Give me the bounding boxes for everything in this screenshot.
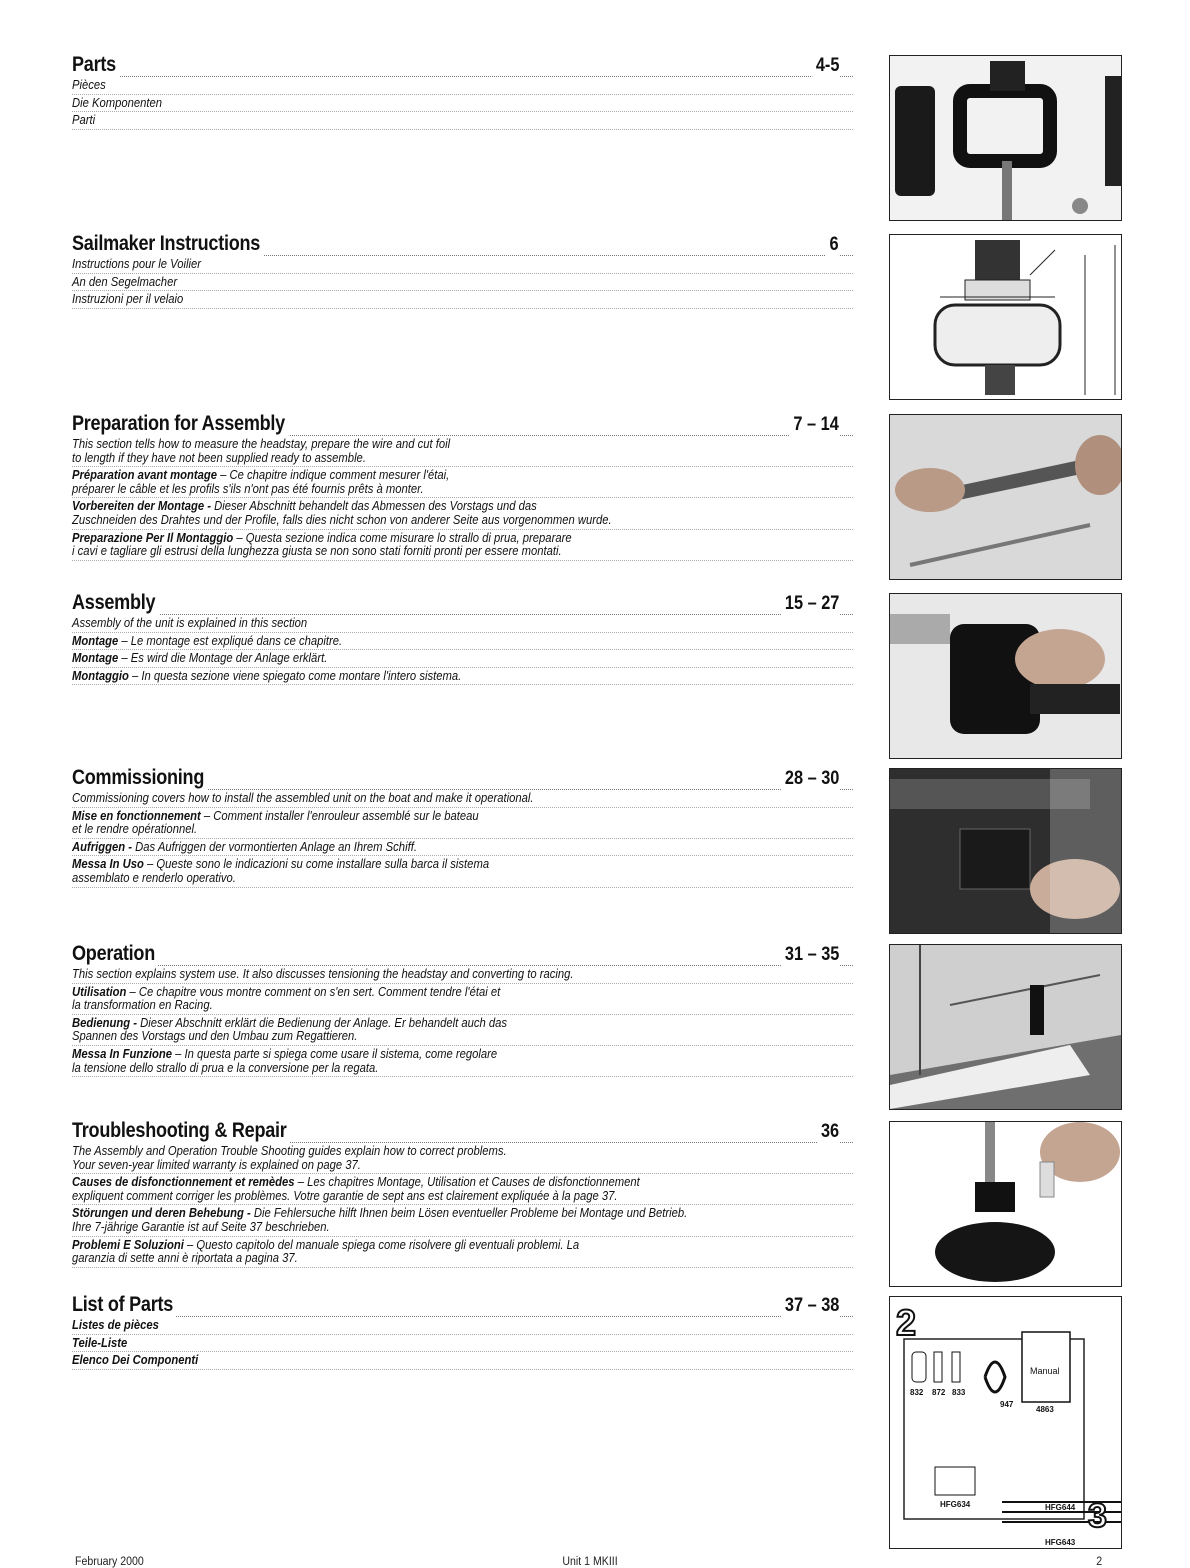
section-page-range: 15 – 27	[781, 593, 839, 615]
section-entry	[72, 95, 853, 113]
footer-unit: Unit 1 MKIII	[562, 1556, 618, 1568]
part-label-hfg643: HFG643	[1045, 1538, 1076, 1547]
entry-text: – Les chapitres Montage, Utilisation et Causes de disfonctionnement	[294, 1175, 640, 1190]
section-title: Troubleshooting & Repair	[72, 1119, 290, 1143]
section-header	[72, 411, 853, 436]
entry-text: – Le montage est expliqué dans ce chapitre.	[118, 633, 343, 648]
section-entry	[72, 633, 853, 651]
entry-language-heading: Teile-Liste	[72, 1335, 128, 1350]
section-page-range: 7 – 14	[790, 414, 839, 436]
section-page-range: 28 – 30	[781, 768, 839, 790]
toc-section-sailmaker	[72, 231, 853, 309]
section-entry	[72, 1237, 853, 1268]
section-entry	[72, 1174, 853, 1205]
section-title: Parts	[72, 53, 119, 77]
entry-text-continued: Ihre 7-jährige Garantie ist auf Seite 37 beschrieben.	[72, 1219, 330, 1234]
entry-language-heading: Störungen und deren Behebung -	[72, 1206, 251, 1221]
entry-text: Instruzioni per il velaio	[72, 292, 184, 307]
entry-language-heading: Préparation avant montage	[72, 468, 218, 483]
entry-text-continued: Your seven-year limited warranty is explained on page 37.	[72, 1157, 361, 1172]
section-entry	[72, 1335, 853, 1353]
section-entry	[72, 615, 853, 633]
section-title: List of Parts	[72, 1293, 176, 1317]
entry-text: Dieser Abschnitt erklärt die Bedienung der Anlage. Er behandelt auch das	[136, 1015, 508, 1030]
entry-text-continued: Spannen des Vorstags und den Umbau zum Regattieren.	[72, 1029, 358, 1044]
part-label-872: 872	[932, 1388, 946, 1397]
part-label-833: 833	[952, 1388, 966, 1397]
section-entry	[72, 668, 853, 686]
toc-section-troubleshooting	[72, 1118, 853, 1268]
section-entry	[72, 1205, 853, 1236]
photo-commissioning-thumbnail	[889, 768, 1122, 934]
entry-text: Assembly of the unit is explained in this section	[72, 616, 308, 630]
entry-text: – In questa sezione viene spiegato come montare l'intero sistema.	[128, 668, 462, 683]
entry-text-continued: Zuschneiden des Drahtes und der Profile, falls dies nicht schon von anderer Seite aus vorgenommen wurde.	[72, 512, 612, 527]
entry-text: – Ce chapitre vous montre comment on s'en sert. Comment tendre l'étai et	[126, 984, 501, 999]
section-entry	[72, 808, 853, 839]
section-title: Sailmaker Instructions	[72, 232, 263, 256]
section-entry	[72, 1143, 853, 1174]
entry-text: – Es wird die Montage der Anlage erklärt.	[118, 651, 328, 666]
section-header	[72, 1118, 853, 1143]
part-label-4863: 4863	[1036, 1405, 1054, 1414]
entry-language-heading: Montage	[72, 651, 119, 666]
entry-text: The Assembly and Operation Trouble Shooting guides explain how to correct problems.	[72, 1144, 507, 1158]
manual-label: Manual	[1030, 1366, 1060, 1376]
entry-text-continued: i cavi e tagliare gli estrusi della lunghezza giusta se non sono stati forniti pronti per essere montati.	[72, 544, 562, 559]
photo-preparation-thumbnail	[889, 414, 1122, 580]
illustration-list-of-parts-thumbnail	[889, 1296, 1122, 1549]
entry-text: An den Segelmacher	[72, 274, 178, 289]
entry-text-continued: la transformation en Racing.	[72, 998, 213, 1013]
section-entry	[72, 1317, 853, 1335]
section-entry	[72, 498, 853, 529]
section-header	[72, 765, 853, 790]
entry-language-heading: Preparazione Per Il Montaggio	[72, 530, 234, 545]
section-title: Assembly	[72, 591, 159, 615]
section-entry	[72, 790, 853, 808]
toc-section-list-of-parts	[72, 1292, 853, 1370]
entry-language-heading: Utilisation	[72, 984, 127, 999]
entry-language-heading: Messa In Uso	[72, 857, 144, 872]
section-header	[72, 52, 853, 77]
toc-section-assembly	[72, 590, 853, 685]
part-label-hfg634: HFG634	[940, 1500, 971, 1509]
part-label-947: 947	[1000, 1400, 1014, 1409]
section-entry	[72, 530, 853, 561]
entry-language-heading: Aufriggen -	[72, 839, 133, 854]
part-label-832: 832	[910, 1388, 924, 1397]
entry-text: This section tells how to measure the headstay, prepare the wire and cut foil	[72, 437, 451, 451]
section-entry	[72, 436, 853, 467]
part-label-hfg644: HFG644	[1045, 1503, 1076, 1512]
photo-assembly-thumbnail	[889, 593, 1122, 759]
entry-language-heading: Listes de pièces	[72, 1318, 159, 1332]
toc-section-commissioning	[72, 765, 853, 888]
section-header	[72, 941, 853, 966]
footer-page-number: 2	[1096, 1556, 1103, 1568]
entry-text: – Comment installer l'enrouleur assemblé sur le bateau	[200, 808, 479, 823]
footer-date: February 2000	[74, 1556, 144, 1568]
section-header	[72, 590, 853, 615]
section-entry	[72, 1352, 853, 1370]
entry-text: – Questa sezione indica come misurare lo strallo di prua, preparare	[233, 530, 572, 545]
section-title: Operation	[72, 942, 158, 966]
entry-text-continued: et le rendre opérationnel.	[72, 822, 198, 837]
entry-language-heading: Problemi E Soluzioni	[72, 1237, 184, 1252]
entry-text: – Ce chapitre indique comment mesurer l'étai,	[217, 468, 450, 483]
entry-text-continued: assemblato e renderlo operativo.	[72, 870, 236, 885]
entry-text: Das Aufriggen der vormontierten Anlage an Ihrem Schiff.	[132, 839, 417, 854]
toc-section-parts	[72, 52, 853, 130]
entry-text: Dieser Abschnitt behandelt das Abmessen des Vorstags und das	[210, 499, 537, 514]
entry-text: Die Fehlersuche hilft Ihnen beim Lösen eventueller Probleme bei Montage und Betrieb.	[250, 1206, 688, 1221]
section-page-range: 31 – 35	[781, 944, 839, 966]
entry-language-heading: Causes de disfonctionnement et remèdes	[72, 1175, 295, 1190]
entry-language-heading: Vorbereiten der Montage -	[72, 499, 211, 514]
section-page-range: 6	[826, 234, 839, 256]
diagram-sailmaker-thumbnail	[889, 234, 1122, 400]
section-entry	[72, 467, 853, 498]
section-entry	[72, 274, 853, 292]
entry-text: – Questo capitolo del manuale spiega come risolvere gli eventuali problemi. La	[183, 1237, 580, 1252]
entry-text-continued: préparer le câble et les profils s'ils n'ont pas été fournis prêts à monter.	[72, 481, 424, 496]
entry-text: Parti	[72, 113, 96, 128]
toc-section-preparation	[72, 411, 853, 561]
entry-language-heading: Elenco Dei Componenti	[72, 1353, 199, 1368]
section-title: Preparation for Assembly	[72, 412, 288, 436]
entry-text: Commissioning covers how to install the assembled unit on the boat and make it operational.	[72, 791, 534, 805]
entry-text-continued: expliquent comment corriger les problèmes. Votre garantie de sept ans est clairement expliquée à la page 37.	[72, 1188, 618, 1203]
section-entry	[72, 1046, 853, 1077]
entry-text: Pièces	[72, 78, 106, 92]
entry-language-heading: Montaggio	[72, 668, 129, 683]
section-entry	[72, 966, 853, 984]
photo-parts-thumbnail	[889, 55, 1122, 221]
entry-text-continued: to length if they have not been supplied ready to assemble.	[72, 450, 366, 465]
section-entry	[72, 650, 853, 668]
entry-language-heading: Bedienung -	[72, 1015, 137, 1030]
step-number-3: 3	[1088, 1497, 1107, 1535]
section-header	[72, 231, 853, 256]
entry-text: – In questa parte si spiega come usare il sistema, come regolare	[172, 1046, 498, 1061]
entry-text-continued: garanzia di sette anni è riportata a pagina 37.	[72, 1251, 298, 1266]
entry-text: – Queste sono le indicazioni su come installare sulla barca il sistema	[143, 857, 490, 872]
section-entry	[72, 256, 853, 274]
entry-language-heading: Messa In Funzione	[72, 1046, 173, 1061]
entry-text: Die Komponenten	[72, 95, 163, 110]
section-page-range: 37 – 38	[781, 1295, 839, 1317]
entry-text: This section explains system use. It also discusses tensioning the headstay and converting to racing.	[72, 967, 574, 981]
section-page-range: 4-5	[812, 55, 839, 77]
section-header	[72, 1292, 853, 1317]
section-title: Commissioning	[72, 766, 208, 790]
section-entry	[72, 856, 853, 887]
photo-troubleshooting-thumbnail	[889, 1121, 1122, 1287]
step-number-2: 2	[896, 1302, 917, 1343]
section-entry	[72, 839, 853, 857]
section-entry	[72, 77, 853, 95]
entry-language-heading: Mise en fonctionnement	[72, 808, 201, 823]
section-entry	[72, 112, 853, 130]
section-entry	[72, 1015, 853, 1046]
entry-text: Instructions pour le Voilier	[72, 257, 202, 271]
section-entry	[72, 984, 853, 1015]
entry-language-heading: Montage	[72, 633, 119, 648]
photo-operation-thumbnail	[889, 944, 1122, 1110]
section-page-range: 36	[817, 1121, 839, 1143]
entry-text-continued: la tensione dello strallo di prua e la conversione per la regata.	[72, 1060, 379, 1075]
toc-section-operation	[72, 941, 853, 1077]
section-entry	[72, 291, 853, 309]
